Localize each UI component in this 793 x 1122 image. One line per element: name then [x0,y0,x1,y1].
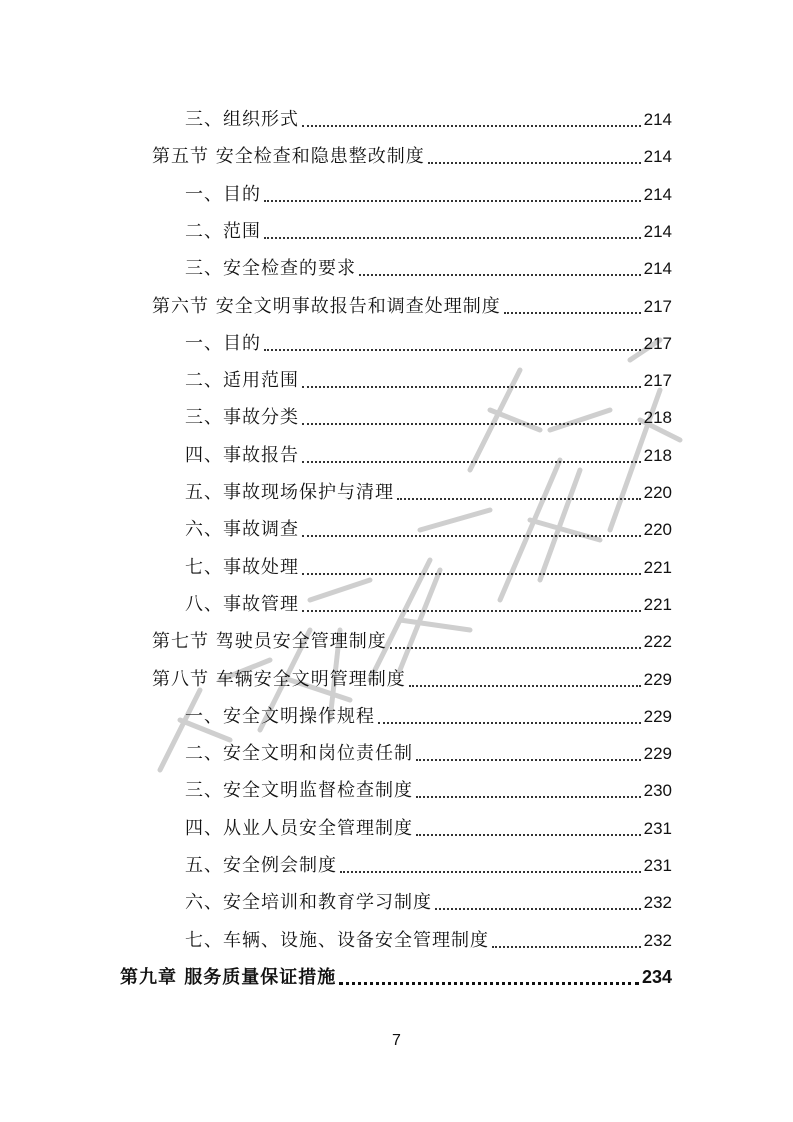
toc-entry-page-number: 220 [643,483,672,502]
toc-dot-leader [264,200,641,202]
toc-entry[interactable] [185,922,672,959]
toc-entry-page-number: 214 [643,222,672,241]
toc-dot-leader [504,312,641,314]
toc-entry[interactable] [152,288,672,325]
toc-entry-page-number: 217 [643,334,672,353]
toc-dot-leader [409,685,641,687]
toc-dot-leader [302,461,641,463]
toc-entry[interactable] [185,586,672,623]
toc-entry-label: 一、安全文明操作规程 [185,706,375,727]
toc-entry-label: 二、范围 [185,221,261,242]
toc-entry[interactable] [185,399,672,436]
toc-entry-label: 六、事故调查 [185,519,299,540]
toc-entry-page-number: 221 [643,558,672,577]
toc-entry-label: 七、事故处理 [185,557,299,578]
toc-entry-page-number: 229 [643,744,672,763]
toc-entry-label: 七、车辆、设施、设备安全管理制度 [185,930,489,951]
toc-entry-page-number: 234 [641,967,672,987]
toc-entry-page-number: 230 [643,781,672,800]
toc-dot-leader [302,573,641,575]
toc-entry[interactable] [152,661,672,698]
toc-entry-label: 八、事故管理 [185,594,299,615]
toc-entry-page-number: 217 [643,371,672,390]
toc-entry-label: 第六节 安全文明事故报告和调查处理制度 [152,296,501,317]
toc-dot-leader [492,946,641,948]
toc-entry-label: 五、事故现场保护与清理 [185,482,394,503]
toc-dot-leader [340,871,641,873]
toc-entry-page-number: 218 [643,446,672,465]
toc-entry-page-number: 231 [643,819,672,838]
toc-entry[interactable] [185,325,672,362]
toc-entry[interactable] [185,213,672,250]
toc-entry-label: 三、组织形式 [185,109,299,130]
toc-entry[interactable] [185,511,672,548]
toc-entry[interactable] [185,549,672,586]
toc-dot-leader [302,423,641,425]
toc-dot-leader [302,125,641,127]
toc-dot-leader [264,349,641,351]
toc-entry-page-number: 221 [643,595,672,614]
toc-dot-leader [378,722,641,724]
toc-entry[interactable] [152,138,672,175]
toc-entry-label: 四、事故报告 [185,445,299,466]
toc-dot-leader [390,647,641,649]
toc-entry[interactable] [185,698,672,735]
toc-entry-label: 第九章 服务质量保证措施 [120,967,337,988]
toc-entry[interactable] [185,772,672,809]
toc-entry-label: 第八节 车辆安全文明管理制度 [152,669,406,690]
toc-entry[interactable] [185,362,672,399]
toc-entry-page-number: 232 [643,893,672,912]
toc-entry[interactable] [185,810,672,847]
toc-entry-label: 三、安全文明监督检查制度 [185,780,413,801]
toc-entry[interactable] [185,884,672,921]
toc-entry-page-number: 222 [643,632,672,651]
toc-entry-label: 四、从业人员安全管理制度 [185,818,413,839]
toc-entry-page-number: 232 [643,931,672,950]
toc-dot-leader [428,162,641,164]
toc-entry-label: 第五节 安全检查和隐患整改制度 [152,146,425,167]
toc-entry[interactable] [185,474,672,511]
toc-dot-leader [416,759,641,761]
toc-entry-label: 五、安全例会制度 [185,855,337,876]
toc-entry[interactable] [185,735,672,772]
toc-dot-leader [264,237,641,239]
toc-entry[interactable] [120,959,672,996]
toc-dot-leader [416,834,641,836]
toc-entry-label: 三、安全检查的要求 [185,258,356,279]
toc-entry-label: 六、安全培训和教育学习制度 [185,892,432,913]
toc-entry-page-number: 220 [643,520,672,539]
toc-entry-page-number: 217 [643,297,672,316]
toc-entry-page-number: 218 [643,408,672,427]
toc-entry[interactable] [152,623,672,660]
toc-entry-page-number: 214 [643,110,672,129]
toc-dot-leader [435,908,641,910]
toc-entry[interactable] [185,437,672,474]
toc-entry-page-number: 214 [643,259,672,278]
toc-dot-leader [302,610,641,612]
toc-dot-leader [397,498,641,500]
toc-dot-leader [416,796,641,798]
toc-entry-page-number: 214 [643,147,672,166]
toc-entry-page-number: 231 [643,856,672,875]
toc-entry-page-number: 229 [643,707,672,726]
toc-entry-page-number: 214 [643,185,672,204]
page-number: 7 [392,1032,401,1049]
toc-entry[interactable] [185,847,672,884]
toc-entry-label: 一、目的 [185,184,261,205]
toc-entry[interactable] [185,101,672,138]
toc-dot-leader [302,535,641,537]
toc-entry-page-number: 229 [643,670,672,689]
toc-entry-label: 一、目的 [185,333,261,354]
toc-dot-leader [339,982,639,985]
toc-dot-leader [302,386,641,388]
toc-entry-label: 第七节 驾驶员安全管理制度 [152,631,387,652]
toc-dot-leader [359,274,641,276]
toc-entry-label: 二、安全文明和岗位责任制 [185,743,413,764]
toc-entry-label: 二、适用范围 [185,370,299,391]
toc-entry[interactable] [185,250,672,287]
toc-entry-label: 三、事故分类 [185,407,299,428]
toc-entry[interactable] [185,176,672,213]
